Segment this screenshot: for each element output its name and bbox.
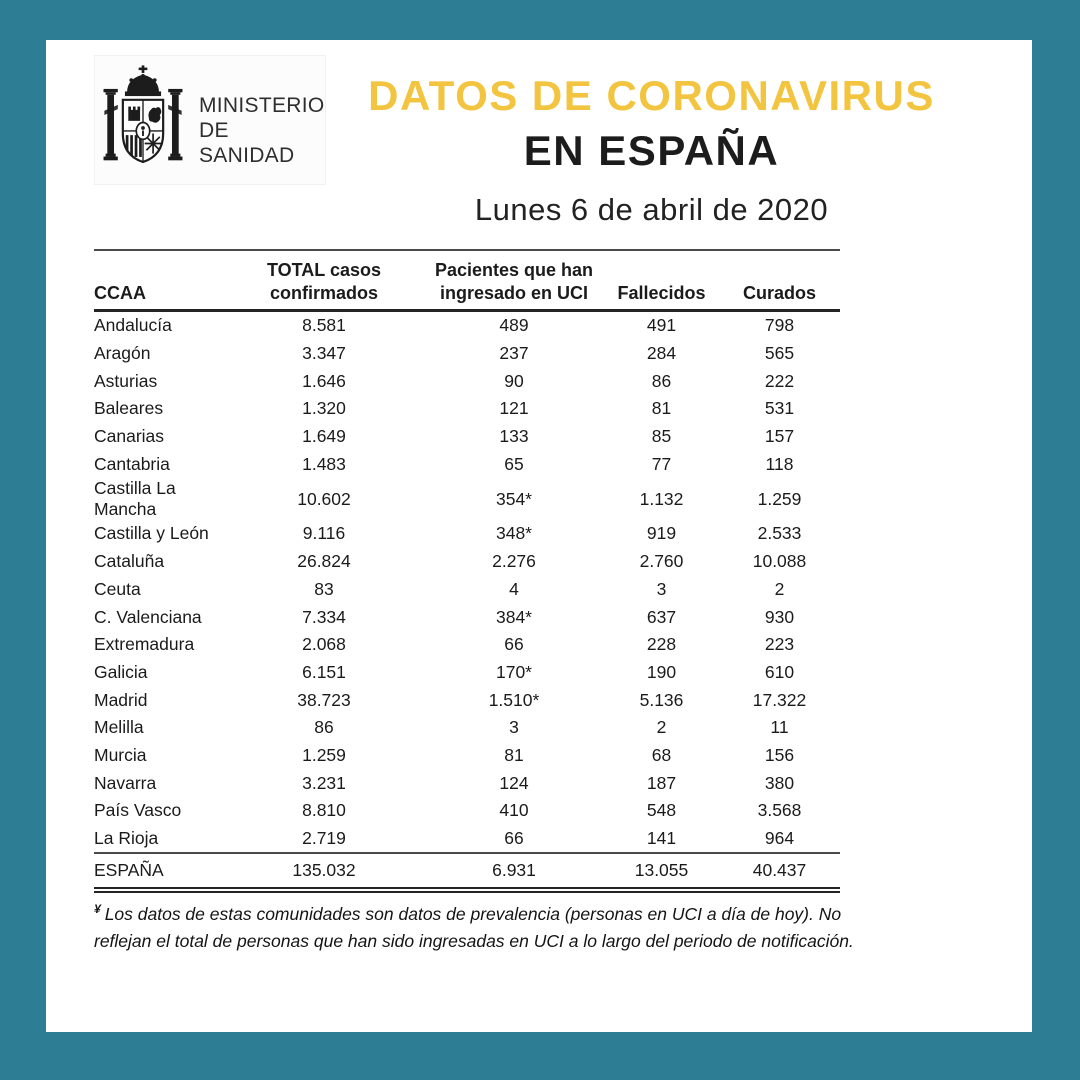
value-cell: 5.136 [639,689,684,710]
region-cell: Asturias [94,370,158,391]
region-cell: Murcia [94,744,147,765]
col-header-uci: Pacientes que han ingresado en UCI [424,250,604,311]
value-cell: 284 [646,343,677,364]
value-cell: 6.151 [302,661,346,682]
col-header-fallecidos: Fallecidos [604,250,719,311]
value-cell: 10.602 [297,488,351,509]
region-cell: Cataluña [94,551,165,572]
value-cell: 3.231 [302,772,346,793]
ministry-name-line1: MINISTERIO [199,94,325,117]
table-row [94,659,840,687]
value-cell: 141 [646,828,677,849]
sub-title: EN ESPAÑA [523,127,780,174]
table-row [94,548,840,576]
region-cell: C. Valenciana [94,606,202,627]
table-body [94,311,840,891]
value-cell: 1.259 [757,488,802,509]
value-cell: 86 [651,370,672,391]
table-row [94,367,840,395]
value-cell: 1.132 [639,488,684,509]
value-cell: 187 [646,772,677,793]
value-cell: 2.719 [302,828,346,849]
table-header [94,250,840,311]
table-row [94,520,840,548]
region-cell: Castilla La Mancha [94,478,176,520]
value-cell: 3 [656,578,667,599]
footnote-marker: ¥ [94,902,101,917]
table-row [94,340,840,368]
table-row [94,631,840,659]
region-cell: Ceuta [94,578,141,599]
value-cell: 1.259 [302,744,346,765]
table-row [94,603,840,631]
value-cell: 6.931 [424,853,604,890]
col-header-curados: Curados [719,250,840,311]
value-cell: 489 [499,315,529,336]
table-row [94,686,840,714]
value-cell: 68 [651,744,672,765]
table-row [94,311,840,340]
value-cell: 930 [764,606,795,627]
value-cell: 190 [646,661,677,682]
region-cell: Melilla [94,717,144,738]
table-row [94,825,840,854]
table-row [94,742,840,770]
ministry-name-line2: DE SANIDAD [199,118,295,167]
value-cell: 348* [495,523,532,544]
value-cell: 637 [646,606,677,627]
table-row [94,395,840,423]
spain-coat-of-arms-icon [101,60,185,180]
value-cell: 2.068 [302,634,346,655]
infographic-page [46,40,1032,1032]
header [46,55,1032,228]
value-cell: 81 [504,744,524,765]
region-cell: Cantabria [94,453,170,474]
value-cell: 8.810 [302,800,346,821]
value-cell: 8.581 [302,315,346,336]
value-cell: 2 [774,578,785,599]
table-row [94,769,840,797]
table-header-row [94,250,840,311]
footnote-text: Los datos de estas comunidades son datos de prevalencia (personas en UCI a día de hoy). No reflejan el total de personas que han sido ingresadas en UCI a lo largo del periodo de notificación. [94,904,854,952]
value-cell: 3.347 [302,343,346,364]
region-cell: Aragón [94,343,151,364]
value-cell: 170* [495,661,532,682]
value-cell: 4 [509,578,519,599]
region-cell: ESPAÑA [94,853,224,890]
value-cell: 121 [499,398,529,419]
value-cell: 81 [651,398,672,419]
value-cell: 610 [764,661,795,682]
value-cell: 77 [651,453,672,474]
region-cell: País Vasco [94,800,182,821]
value-cell: 548 [646,800,677,821]
table-row [94,478,840,520]
value-cell: 7.334 [302,606,346,627]
value-cell: 237 [499,343,529,364]
value-cell: 1.649 [302,426,346,447]
value-cell: 380 [764,772,795,793]
value-cell: 118 [765,453,794,474]
value-cell: 10.088 [752,551,807,572]
value-cell: 228 [646,634,677,655]
value-cell: 3.568 [757,800,802,821]
value-cell: 17.322 [752,689,807,710]
value-cell: 66 [504,634,524,655]
table-total-row [94,853,840,890]
value-cell: 223 [764,634,795,655]
value-cell: 85 [651,426,672,447]
region-cell: Castilla y León [94,523,209,544]
value-cell: 2.533 [757,523,802,544]
ministry-logo [94,55,326,185]
title-block [326,55,1032,228]
region-cell: La Rioja [94,828,159,849]
value-cell: 354* [495,488,532,509]
value-cell: 26.824 [297,551,351,572]
region-cell: Extremadura [94,634,195,655]
value-cell: 964 [764,828,795,849]
value-cell: 2.760 [639,551,684,572]
value-cell: 65 [504,453,524,474]
value-cell: 798 [764,315,795,336]
region-cell: Andalucía [94,315,172,336]
region-cell: Canarias [94,426,165,447]
table-row [94,797,840,825]
value-cell: 66 [504,828,524,849]
value-cell: 491 [646,315,677,336]
value-cell: 135.032 [224,853,424,890]
value-cell: 40.437 [719,853,840,890]
value-cell: 222 [764,370,795,391]
value-cell: 11 [770,717,789,738]
value-cell: 86 [314,717,334,738]
col-header-ccaa: CCAA [94,250,224,311]
table-row [94,714,840,742]
value-cell: 133 [499,426,529,447]
date-line: Lunes 6 de abril de 2020 [474,192,829,227]
value-cell: 9.116 [302,523,346,544]
value-cell: 13.055 [604,853,719,890]
region-cell: Navarra [94,772,157,793]
region-cell: Baleares [94,398,164,419]
value-cell: 565 [764,343,795,364]
value-cell: 1.646 [302,370,346,391]
table-row [94,423,840,451]
value-cell: 919 [646,523,677,544]
value-cell: 2 [656,717,667,738]
ministry-name [199,94,325,168]
table-row [94,576,840,604]
value-cell: 156 [764,744,795,765]
main-title: DATOS DE CORONAVIRUS [368,72,935,119]
value-cell: 384* [495,606,532,627]
value-cell: 38.723 [297,689,351,710]
data-table-container [94,249,840,893]
col-header-total-casos: TOTAL casos confirmados [224,250,424,311]
value-cell: 1.510* [488,689,540,710]
region-cell: Galicia [94,661,148,682]
table-row [94,450,840,478]
value-cell: 1.320 [302,398,346,419]
value-cell: 2.276 [492,551,536,572]
region-cell: Madrid [94,689,148,710]
value-cell: 531 [764,398,795,419]
value-cell: 90 [504,370,524,391]
footnote [94,900,900,955]
value-cell: 83 [314,578,334,599]
value-cell: 3 [509,717,519,738]
covid-data-table [94,249,840,893]
value-cell: 410 [499,800,529,821]
value-cell: 1.483 [302,453,346,474]
value-cell: 157 [764,426,795,447]
value-cell: 124 [499,772,529,793]
